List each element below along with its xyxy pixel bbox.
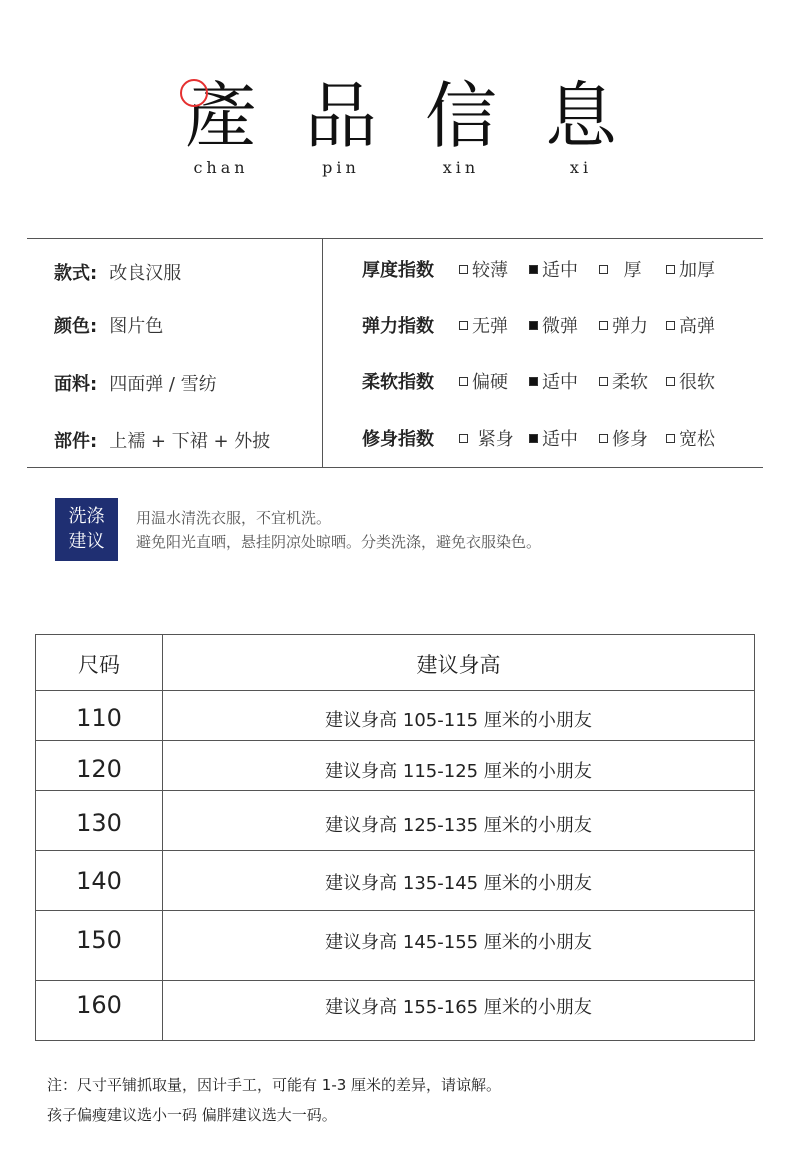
spec-value: 上襦 + 下裙 + 外披	[109, 431, 271, 452]
row-border	[36, 690, 754, 691]
title-char-4: 息	[544, 74, 617, 158]
option-thin: 较薄	[459, 256, 508, 282]
checkbox-icon	[599, 265, 608, 274]
size-table	[35, 634, 755, 1041]
spec-label: 部件:	[54, 431, 98, 452]
option-loose: 宽松	[666, 425, 715, 451]
option-soft: 柔软	[599, 368, 648, 394]
checkbox-icon	[666, 377, 675, 386]
checkbox-filled-icon	[529, 265, 538, 274]
wash-badge-line1: 洗涤	[68, 506, 105, 527]
spec-label: 柔软指数	[362, 372, 434, 393]
option-very-soft: 很软	[666, 368, 715, 394]
wash-text-line1: 用温水清洗衣服，不宜机洗。	[136, 509, 332, 527]
title-pinyin-4: xi	[569, 158, 593, 177]
row-border	[36, 740, 754, 741]
checkbox-icon	[459, 321, 468, 330]
spec-label: 颜色:	[54, 316, 98, 337]
spec-label: 弹力指数	[362, 316, 434, 337]
title-char-1: 產	[184, 74, 257, 158]
title-char-3: 信	[424, 74, 497, 158]
size-desc: 建议身高 135-145 厘米的小朋友	[325, 873, 592, 894]
option-stretch: 弹力	[599, 312, 648, 338]
red-circle-decoration	[180, 79, 208, 107]
spec-divider	[322, 239, 323, 468]
size-desc: 建议身高 125-135 厘米的小朋友	[325, 815, 592, 836]
size-code: 120	[76, 755, 122, 783]
spec-label: 面料:	[54, 374, 98, 395]
size-desc: 建议身高 155-165 厘米的小朋友	[325, 997, 592, 1018]
wash-badge-line2: 建议	[68, 531, 105, 552]
checkbox-filled-icon	[529, 434, 538, 443]
wash-badge	[55, 498, 118, 561]
spec-value: 四面弹 / 雪纺	[109, 374, 217, 395]
option-stiff: 偏硬	[459, 368, 508, 394]
title-block	[0, 72, 790, 182]
row-border	[36, 850, 754, 851]
option-slight-stretch: 微弹	[529, 312, 578, 338]
wash-text-line2: 避免阳光直晒，悬挂阴凉处晾晒。分类洗涤，避免衣服染色。	[136, 533, 542, 551]
option-medium: 适中	[529, 256, 578, 282]
size-desc: 建议身高 115-125 厘米的小朋友	[325, 761, 592, 782]
checkbox-icon	[666, 321, 675, 330]
size-desc: 建议身高 105-115 厘米的小朋友	[325, 710, 592, 731]
row-border	[36, 910, 754, 911]
option-thick: 厚	[599, 256, 641, 282]
size-header-desc: 建议身高	[416, 653, 501, 677]
row-border	[36, 790, 754, 791]
option-slim: 修身	[599, 425, 648, 451]
softness-row	[362, 368, 742, 392]
checkbox-icon	[599, 321, 608, 330]
option-medium-fit: 适中	[529, 425, 578, 451]
spec-parts-row	[54, 427, 270, 453]
checkbox-icon	[459, 265, 468, 274]
thickness-row	[362, 256, 742, 280]
title-pinyin-3: xin	[442, 158, 480, 177]
checkbox-icon	[459, 434, 468, 443]
checkbox-filled-icon	[529, 321, 538, 330]
title-char-2: 品	[304, 74, 377, 158]
option-high-stretch: 高弹	[666, 312, 715, 338]
title-pinyin-1: chan	[193, 158, 249, 177]
checkbox-icon	[666, 434, 675, 443]
spec-color-row	[54, 312, 163, 338]
elasticity-row	[362, 312, 742, 336]
checkbox-filled-icon	[529, 377, 538, 386]
fit-row	[362, 425, 742, 449]
size-code: 110	[76, 704, 122, 732]
spec-label: 修身指数	[362, 429, 434, 450]
size-code: 150	[76, 926, 122, 954]
spec-table	[27, 238, 763, 468]
checkbox-icon	[666, 265, 675, 274]
size-code: 130	[76, 809, 122, 837]
row-border	[36, 980, 754, 981]
checkbox-icon	[459, 377, 468, 386]
option-no-stretch: 无弹	[459, 312, 508, 338]
checkbox-icon	[599, 434, 608, 443]
spec-value: 改良汉服	[109, 263, 182, 284]
spec-label: 厚度指数	[362, 260, 434, 281]
spec-label: 款式:	[54, 263, 98, 284]
size-desc: 建议身高 145-155 厘米的小朋友	[325, 932, 592, 953]
spec-fabric-row	[54, 370, 217, 396]
note-line1: 注：尺寸平铺抓取量，因计手工，可能有 1-3 厘米的差异，请谅解。	[47, 1076, 502, 1094]
option-tight: 紧身	[459, 425, 514, 451]
option-medium-soft: 适中	[529, 368, 578, 394]
size-code: 160	[76, 991, 122, 1019]
spec-value: 图片色	[109, 316, 164, 337]
title-pinyin-2: pin	[322, 158, 360, 177]
option-extra-thick: 加厚	[666, 256, 715, 282]
size-header-code: 尺码	[78, 653, 120, 677]
note-line2: 孩子偏瘦建议选小一码 偏胖建议选大一码。	[47, 1106, 337, 1124]
size-code: 140	[76, 867, 122, 895]
spec-style-row	[54, 259, 181, 285]
checkbox-icon	[599, 377, 608, 386]
